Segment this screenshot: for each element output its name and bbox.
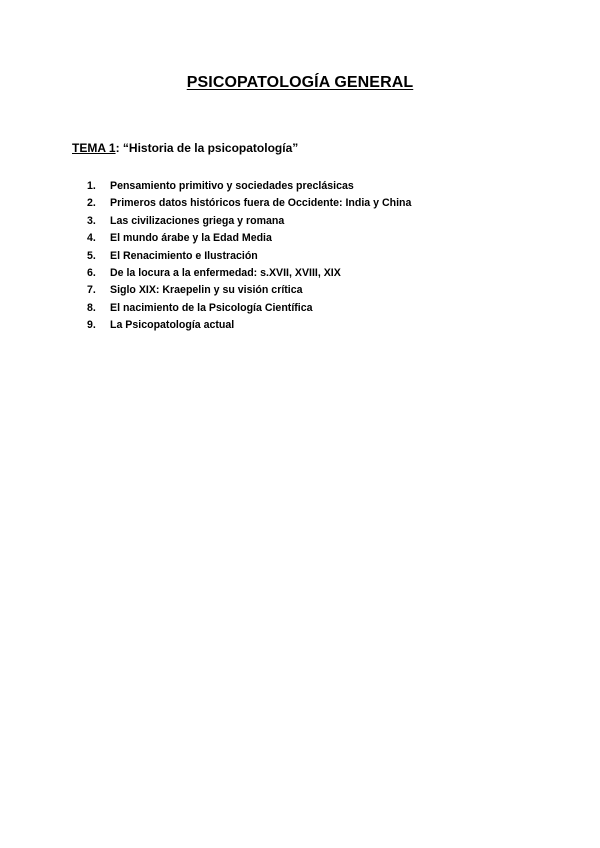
list-item-text: Pensamiento primitivo y sociedades preclásicas	[110, 180, 354, 192]
topic-heading	[72, 141, 298, 155]
list-item-number: 8.	[87, 301, 96, 314]
list-item	[87, 178, 411, 195]
topic-outline-list	[87, 178, 411, 335]
list-item	[87, 248, 411, 265]
list-item-text: El nacimiento de la Psicología Científica	[110, 301, 313, 314]
list-item-number: 6.	[87, 266, 96, 279]
list-item-number: 5.	[87, 249, 96, 262]
list-item-number: 4.	[87, 232, 96, 245]
list-item-text: El mundo árabe y la Edad Media	[110, 232, 272, 245]
list-item	[87, 282, 411, 299]
list-item-number: 7.	[87, 284, 96, 297]
document-title: PSICOPATOLOGÍA GENERAL	[186, 74, 414, 91]
list-item-text: El Renacimiento e Ilustración	[110, 249, 258, 262]
list-item-text: Siglo XIX: Kraepelin y su visión crítica	[110, 284, 303, 297]
topic-name: “Historia de la psicopatología”	[119, 141, 299, 155]
list-item-number: 9.	[87, 319, 96, 332]
list-item-number: 3.	[87, 214, 96, 227]
list-item	[87, 230, 411, 247]
list-item-text: Las civilizaciones griega y romana	[110, 214, 285, 227]
list-item-text: La Psicopatología actual	[110, 319, 235, 332]
list-item	[87, 265, 411, 282]
topic-label: TEMA 1	[72, 141, 116, 155]
list-item-text: De la locura a la enfermedad: s.XVII, XVIII, XIX	[110, 266, 341, 279]
list-item	[87, 195, 411, 212]
list-item	[87, 300, 411, 317]
list-item	[87, 317, 411, 334]
list-item-number: 1.	[87, 180, 96, 192]
list-item-number: 2.	[87, 197, 96, 210]
topic-separator: :	[115, 141, 120, 155]
list-item-text: Primeros datos históricos fuera de Occidente: India y China	[110, 197, 412, 210]
list-item	[87, 213, 411, 230]
